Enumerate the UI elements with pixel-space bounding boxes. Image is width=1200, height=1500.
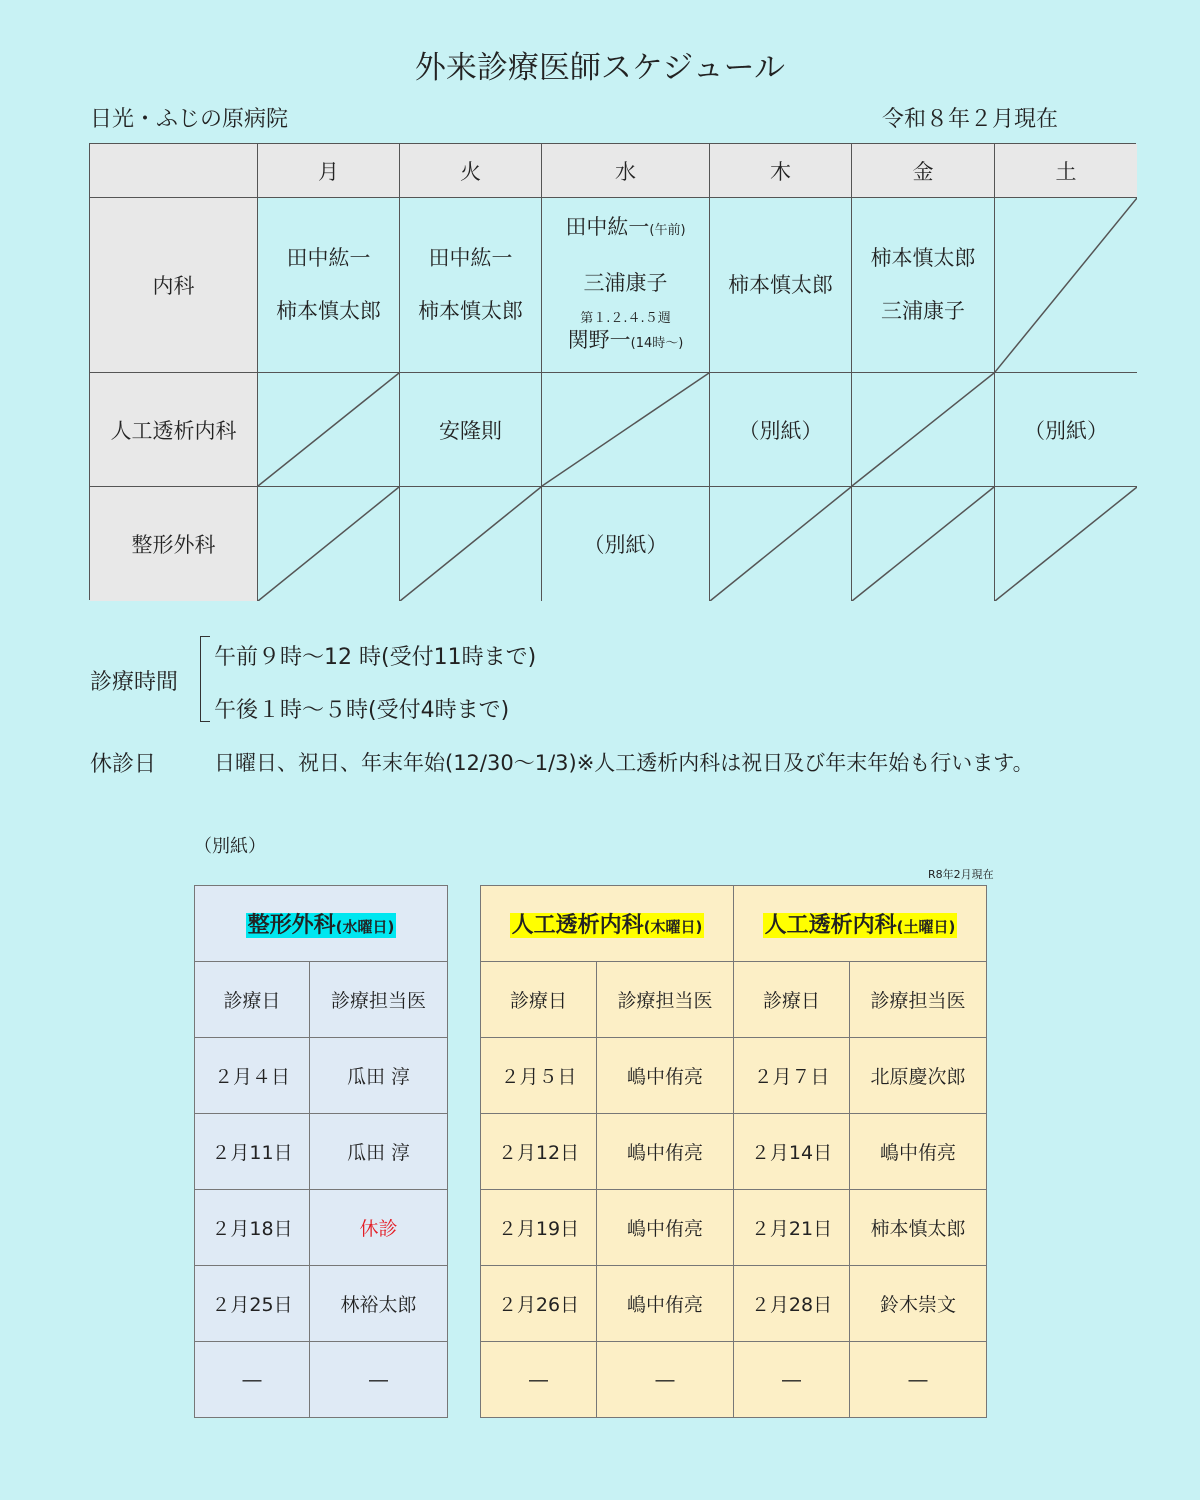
ortho-col-date: 診療日 xyxy=(195,962,310,1038)
dialysis-tue-cell xyxy=(400,373,542,487)
hospital-name: 日光・ふじの原病院 xyxy=(90,107,289,132)
dialysis-thu-doctor: 嶋中侑亮 xyxy=(597,1038,734,1114)
hours-afternoon: 午後１時～５時(受付4時まで) xyxy=(214,698,510,723)
ortho-sat-cell xyxy=(995,487,1137,601)
table-row xyxy=(481,1342,987,1418)
dialysis-thu-title-sub: (木曜日) xyxy=(643,918,703,936)
dept-dialysis-label: 人工透析内科 xyxy=(90,373,258,487)
dialysis-sat-doctor: 北原慶次郎 xyxy=(850,1038,987,1114)
dialysis-thu-doctor: 嶋中侑亮 xyxy=(597,1190,734,1266)
dialysis-sat-date: ２月28日 xyxy=(734,1266,850,1342)
dialysis-tue-doctor: 安隆則 xyxy=(439,418,502,443)
dialysis-sat-date: ― xyxy=(734,1342,850,1418)
day-header-tue: 火 xyxy=(400,144,542,198)
dept-internal-label: 内科 xyxy=(90,198,258,373)
internal-wed-line-1 xyxy=(565,214,685,244)
table-row xyxy=(195,1038,448,1114)
internal-fri-doctor-1: 柿本慎太郎 xyxy=(870,246,976,270)
dialysis-sat-title xyxy=(734,886,987,962)
ortho-tue-cell xyxy=(400,487,542,601)
internal-tue-doctor-1: 田中紘一 xyxy=(428,246,513,270)
table-row xyxy=(195,1342,448,1418)
internal-fri-doctor-2: 三浦康子 xyxy=(881,299,965,323)
internal-wed-cell xyxy=(542,198,710,373)
dialysis-thu-col-date: 診療日 xyxy=(481,962,597,1038)
ortho-doctor: ― xyxy=(310,1342,448,1418)
ortho-doctor: 林裕太郎 xyxy=(310,1266,448,1342)
dialysis-sat-doctor: ― xyxy=(850,1342,987,1418)
attachment-label: （別紙） xyxy=(194,836,266,857)
hours-morning: 午前９時～12 時(受付11時まで) xyxy=(214,645,537,670)
ortho-date: ２月11日 xyxy=(195,1114,310,1190)
no-clinic-slash-icon xyxy=(400,487,541,601)
dialysis-thu-doctor: 嶋中侑亮 xyxy=(597,1266,734,1342)
ortho-doctor: 瓜田 淳 xyxy=(310,1038,448,1114)
table-row xyxy=(195,1190,448,1266)
dialysis-sat-col-date: 診療日 xyxy=(734,962,850,1038)
internal-tue-doctor-2: 柿本慎太郎 xyxy=(418,299,523,323)
dialysis-thu-date: ２月26日 xyxy=(481,1266,597,1342)
day-header-thu: 木 xyxy=(710,144,852,198)
no-clinic-slash-icon xyxy=(542,373,709,486)
internal-wed-doctor-3: 関野一 xyxy=(567,327,631,352)
internal-wed-doctor-3-note: (14時～) xyxy=(630,335,684,351)
dialysis-thu-date: ２月12日 xyxy=(481,1114,597,1190)
dialysis-thu-date: ２月５日 xyxy=(481,1038,597,1114)
internal-wed-line-4 xyxy=(568,327,684,357)
ortho-date: ２月25日 xyxy=(195,1266,310,1342)
ortho-table-title-main: 整形外科 xyxy=(247,913,336,938)
hours-bracket xyxy=(200,636,210,722)
ortho-doctor: 瓜田 淳 xyxy=(310,1114,448,1190)
dialysis-thu-doctor: 嶋中侑亮 xyxy=(597,1114,734,1190)
dialysis-attachment-table xyxy=(480,885,987,1418)
table-row xyxy=(195,1114,448,1190)
dialysis-sat-title-main: 人工透析内科 xyxy=(764,913,897,938)
no-clinic-slash-icon xyxy=(852,373,994,486)
dept-ortho-label: 整形外科 xyxy=(90,487,258,601)
day-header-wed: 水 xyxy=(542,144,710,198)
no-clinic-slash-icon xyxy=(995,198,1137,372)
ortho-date: ― xyxy=(195,1342,310,1418)
dialysis-sat-attachment-ref: （別紙） xyxy=(1024,418,1108,443)
table-row xyxy=(481,1266,987,1342)
dialysis-sat-date: ２月７日 xyxy=(734,1038,850,1114)
dialysis-thu-doctor: ― xyxy=(597,1342,734,1418)
dialysis-fri-cell xyxy=(852,373,995,487)
closed-days-label: 休診日 xyxy=(90,752,157,777)
ortho-date: ２月４日 xyxy=(195,1038,310,1114)
table-row xyxy=(481,1190,987,1266)
ortho-fri-cell xyxy=(852,487,995,601)
internal-thu-cell xyxy=(710,198,852,373)
attachment-as-of-note: R8年2月現在 xyxy=(928,868,994,881)
internal-mon-doctor-2: 柿本慎太郎 xyxy=(276,299,381,323)
ortho-thu-cell xyxy=(710,487,852,601)
no-clinic-slash-icon xyxy=(710,487,851,601)
dialysis-thu-title-main: 人工透析内科 xyxy=(511,913,644,938)
day-header-fri: 金 xyxy=(852,144,995,198)
table-row xyxy=(195,1266,448,1342)
corner-cell xyxy=(90,144,258,198)
table-row xyxy=(481,1038,987,1114)
no-clinic-slash-icon xyxy=(258,487,399,601)
ortho-wed-cell xyxy=(542,487,710,601)
internal-tue-cell xyxy=(400,198,542,373)
dialysis-mon-cell xyxy=(258,373,400,487)
internal-thu-doctor-1: 柿本慎太郎 xyxy=(728,272,833,297)
no-clinic-slash-icon xyxy=(852,487,994,601)
ortho-attachment-table xyxy=(194,885,448,1418)
weekly-schedule-grid xyxy=(89,143,1136,600)
dialysis-sat-date: ２月21日 xyxy=(734,1190,850,1266)
internal-sat-cell xyxy=(995,198,1137,373)
ortho-col-doctor: 診療担当医 xyxy=(310,962,448,1038)
dialysis-thu-cell xyxy=(710,373,852,487)
dialysis-sat-col-doctor: 診療担当医 xyxy=(850,962,987,1038)
internal-wed-doctor-2: 三浦康子 xyxy=(583,270,668,295)
dialysis-thu-col-doctor: 診療担当医 xyxy=(597,962,734,1038)
dialysis-sat-doctor: 柿本慎太郎 xyxy=(850,1190,987,1266)
no-clinic-slash-icon xyxy=(995,487,1137,601)
dialysis-sat-title-sub: (土曜日) xyxy=(896,918,956,936)
ortho-doctor-closed: 休診 xyxy=(310,1190,448,1266)
hours-label: 診療時間 xyxy=(90,670,179,695)
page-title: 外来診療医師スケジュール xyxy=(414,50,786,86)
internal-fri-cell xyxy=(852,198,995,373)
internal-wed-doctor-1-note: (午前) xyxy=(649,222,686,238)
dialysis-sat-cell xyxy=(995,373,1137,487)
internal-wed-doctor-1: 田中紘一 xyxy=(565,214,650,239)
no-clinic-slash-icon xyxy=(258,373,399,486)
dialysis-thu-title xyxy=(481,886,734,962)
dialysis-sat-date: ２月14日 xyxy=(734,1114,850,1190)
dialysis-thu-date: ２月19日 xyxy=(481,1190,597,1266)
internal-wed-weeks-note: 第１.２.４.５週 xyxy=(580,310,671,326)
table-row xyxy=(481,1114,987,1190)
ortho-table-title xyxy=(195,886,448,962)
dialysis-thu-attachment-ref: （別紙） xyxy=(738,418,823,443)
day-header-mon: 月 xyxy=(258,144,400,198)
ortho-wed-attachment-ref: （別紙） xyxy=(583,533,668,557)
ortho-mon-cell xyxy=(258,487,400,601)
dialysis-sat-doctor: 嶋中侑亮 xyxy=(850,1114,987,1190)
internal-mon-cell xyxy=(258,198,400,373)
day-header-sat: 土 xyxy=(995,144,1137,198)
closed-days-text: 日曜日、祝日、年末年始(12/30～1/3)※人工透析内科は祝日及び年末年始も行います。 xyxy=(214,751,1034,775)
ortho-table-title-sub: (水曜日) xyxy=(335,918,395,936)
dialysis-sat-doctor: 鈴木崇文 xyxy=(850,1266,987,1342)
dialysis-thu-date: ― xyxy=(481,1342,597,1418)
as-of-date: 令和８年２月現在 xyxy=(882,107,1059,132)
dialysis-wed-cell xyxy=(542,373,710,487)
ortho-date: ２月18日 xyxy=(195,1190,310,1266)
internal-mon-doctor-1: 田中紘一 xyxy=(286,246,371,270)
